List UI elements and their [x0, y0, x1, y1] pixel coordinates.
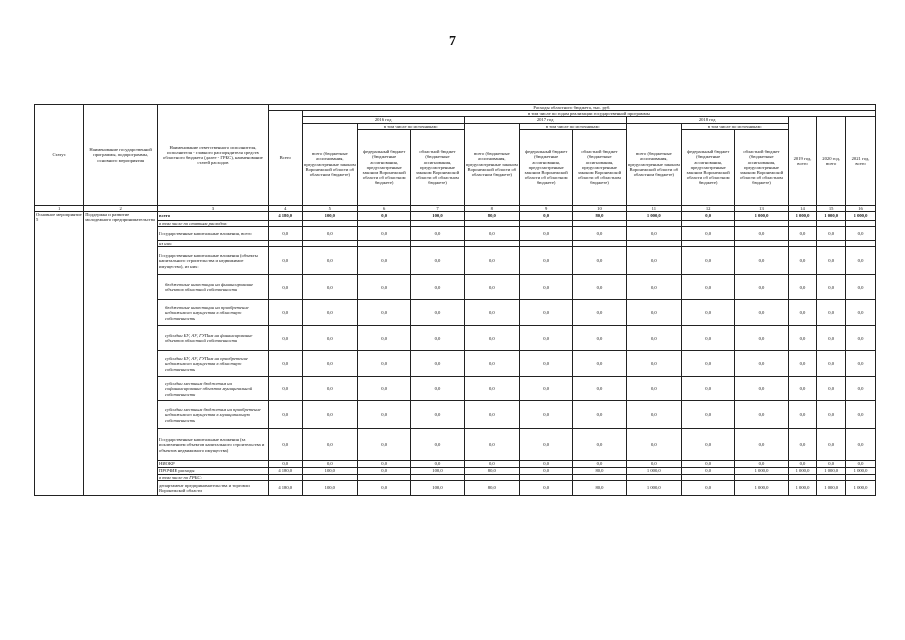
value-cell: 0,0: [682, 351, 735, 377]
header-2019: 2019 год, всего: [788, 117, 817, 205]
value-cell: 0,0: [411, 429, 464, 461]
header-year-2016: 2016 год: [302, 117, 464, 123]
value-cell: 0,0: [411, 377, 464, 401]
header-status: Статус: [35, 105, 84, 206]
value-cell: 1 000,0: [626, 212, 681, 221]
row-label: из них:: [158, 241, 269, 247]
header-2016-total: всего (бюджетные ассигнования, предусмотренные законом Воронежской области об областном бюджете): [302, 123, 357, 205]
value-cell: 0,0: [817, 247, 846, 275]
value-cell: 0,0: [573, 461, 626, 467]
value-cell: 0,0: [464, 227, 519, 241]
value-cell: 0,0: [682, 227, 735, 241]
value-cell: 0,0: [573, 227, 626, 241]
table-row: [35, 401, 876, 429]
header-by-years: в том числе по годам реализации государственной программы: [302, 111, 875, 117]
value-cell: 0,0: [626, 326, 681, 351]
value-cell: 0,0: [735, 351, 788, 377]
column-number-4: 4: [268, 205, 302, 211]
value-cell: 0,0: [573, 401, 626, 429]
value-cell: 100,0: [411, 467, 464, 474]
value-cell: 0,0: [268, 377, 302, 401]
value-cell: 1 000,0: [735, 480, 788, 495]
header-2018-total: всего (бюджетные ассигнования, предусмотренные законом Воронежской области об областном бюджете): [626, 123, 681, 205]
column-number-11: 11: [626, 205, 681, 211]
value-cell: 0,0: [411, 275, 464, 300]
value-cell: 0,0: [302, 326, 357, 351]
value-cell: 1 000,0: [817, 212, 846, 221]
value-cell: 0,0: [520, 480, 573, 495]
value-cell: 0,0: [358, 429, 411, 461]
value-cell: 0,0: [735, 227, 788, 241]
value-cell: 0,0: [411, 300, 464, 326]
value-cell: 0,0: [817, 401, 846, 429]
value-cell: 100,0: [302, 467, 357, 474]
header-year-2017: 2017 год: [464, 117, 626, 123]
row-label: в том числе по ГРБС:: [158, 474, 269, 480]
value-cell: 1 000,0: [846, 467, 876, 474]
value-cell: 4 180,0: [268, 480, 302, 495]
value-cell: 0,0: [682, 326, 735, 351]
value-cell: 0,0: [302, 300, 357, 326]
row-label: ПРОЧИЕ расходы: [158, 467, 269, 474]
value-cell: 4 180,0: [268, 212, 302, 221]
table-row: [35, 300, 876, 326]
value-cell: 1 000,0: [846, 212, 876, 221]
value-cell: 100,0: [411, 212, 464, 221]
value-cell: 0,0: [682, 377, 735, 401]
value-cell: 0,0: [520, 300, 573, 326]
row-label: всего: [158, 212, 269, 221]
value-cell: 0,0: [464, 377, 519, 401]
value-cell: 0,0: [411, 401, 464, 429]
row-label: бюджетные инвестиции на приобретение недвижимого имущества в областную собственность: [158, 300, 269, 326]
value-cell: 0,0: [788, 326, 817, 351]
header-2021: 2021 год, всего: [846, 117, 876, 205]
value-cell: 0,0: [520, 326, 573, 351]
value-cell: 0,0: [817, 275, 846, 300]
value-cell: 0,0: [358, 275, 411, 300]
value-cell: 0,0: [268, 326, 302, 351]
value-cell: 0,0: [358, 467, 411, 474]
value-cell: 80,0: [573, 212, 626, 221]
value-cell: 100,0: [302, 480, 357, 495]
value-cell: 0,0: [464, 275, 519, 300]
value-cell: 80,0: [464, 212, 519, 221]
value-cell: 0,0: [788, 247, 817, 275]
value-cell: 1 000,0: [817, 480, 846, 495]
value-cell: 0,0: [788, 461, 817, 467]
value-cell: 80,0: [464, 467, 519, 474]
value-cell: 0,0: [788, 227, 817, 241]
value-cell: 0,0: [846, 227, 876, 241]
value-cell: 0,0: [817, 377, 846, 401]
value-cell: 0,0: [682, 467, 735, 474]
header-2017-regional: областной бюджет (бюджетные ассигнования, предусмотренные законом Воронежской области об областном бюджете): [573, 129, 626, 205]
value-cell: 0,0: [520, 275, 573, 300]
value-cell: 0,0: [626, 401, 681, 429]
value-cell: 0,0: [573, 377, 626, 401]
value-cell: 0,0: [268, 461, 302, 467]
value-cell: 0,0: [520, 467, 573, 474]
value-cell: 0,0: [358, 351, 411, 377]
value-cell: 0,0: [268, 227, 302, 241]
value-cell: 0,0: [358, 300, 411, 326]
value-cell: 0,0: [735, 377, 788, 401]
value-cell: 0,0: [735, 326, 788, 351]
value-cell: 80,0: [573, 467, 626, 474]
row-label: субсидии БУ, АУ, ГУПам на приобретение недвижимого имущества в областную собственность: [158, 351, 269, 377]
value-cell: 0,0: [846, 300, 876, 326]
table-row: [35, 247, 876, 275]
column-number-12: 12: [682, 205, 735, 211]
value-cell: 0,0: [268, 401, 302, 429]
value-cell: 0,0: [302, 275, 357, 300]
value-cell: 0,0: [626, 461, 681, 467]
value-cell: 1 000,0: [788, 480, 817, 495]
value-cell: 0,0: [268, 275, 302, 300]
value-cell: 0,0: [626, 351, 681, 377]
value-cell: 0,0: [788, 429, 817, 461]
value-cell: 0,0: [358, 401, 411, 429]
value-cell: 0,0: [520, 247, 573, 275]
header-executor: Наименование ответственного исполнителя, исполнителя - главного распорядителя средств областного бюджета (далее - ГРБС), наименование статей расходов: [158, 105, 269, 206]
status-cell: Основное мероприятие 5: [35, 212, 84, 496]
value-cell: 0,0: [520, 227, 573, 241]
value-cell: 0,0: [302, 377, 357, 401]
column-number-9: 9: [520, 205, 573, 211]
column-number-8: 8: [464, 205, 519, 211]
table-row: [35, 377, 876, 401]
value-cell: 0,0: [302, 351, 357, 377]
value-cell: 0,0: [520, 351, 573, 377]
value-cell: 0,0: [573, 300, 626, 326]
value-cell: 0,0: [626, 275, 681, 300]
header-2020: 2020 год, всего: [817, 117, 846, 205]
column-number-16: 16: [846, 205, 876, 211]
value-cell: 0,0: [788, 377, 817, 401]
value-cell: 0,0: [846, 326, 876, 351]
value-cell: 100,0: [411, 480, 464, 495]
value-cell: 0,0: [520, 377, 573, 401]
value-cell: 0,0: [682, 429, 735, 461]
value-cell: 0,0: [735, 429, 788, 461]
value-cell: 0,0: [573, 275, 626, 300]
column-number-14: 14: [788, 205, 817, 211]
value-cell: 1 000,0: [735, 467, 788, 474]
value-cell: 0,0: [682, 247, 735, 275]
column-number-7: 7: [411, 205, 464, 211]
value-cell: 0,0: [626, 247, 681, 275]
value-cell: 1 000,0: [846, 480, 876, 495]
value-cell: 0,0: [846, 351, 876, 377]
table-row: [35, 227, 876, 241]
value-cell: 1 000,0: [626, 467, 681, 474]
value-cell: 0,0: [846, 461, 876, 467]
value-cell: 0,0: [626, 377, 681, 401]
value-cell: 4 180,0: [268, 467, 302, 474]
table-row: [35, 429, 876, 461]
value-cell: 80,0: [573, 480, 626, 495]
value-cell: 0,0: [464, 351, 519, 377]
value-cell: 0,0: [358, 461, 411, 467]
table-row: [35, 326, 876, 351]
value-cell: 0,0: [682, 212, 735, 221]
value-cell: 0,0: [520, 212, 573, 221]
value-cell: 0,0: [817, 300, 846, 326]
value-cell: 0,0: [788, 401, 817, 429]
value-cell: 0,0: [302, 227, 357, 241]
value-cell: 0,0: [573, 326, 626, 351]
value-cell: 0,0: [302, 247, 357, 275]
row-label: НИОКР: [158, 461, 269, 467]
table-row: [35, 275, 876, 300]
value-cell: 0,0: [682, 275, 735, 300]
value-cell: 0,0: [735, 247, 788, 275]
column-number-2: 2: [84, 205, 158, 211]
value-cell: 0,0: [358, 377, 411, 401]
value-cell: 0,0: [846, 247, 876, 275]
column-number-5: 5: [302, 205, 357, 211]
value-cell: 0,0: [682, 300, 735, 326]
row-label: субсидии БУ, АУ, ГУПам на финансирование объектов областной собственности: [158, 326, 269, 351]
value-cell: 1 000,0: [817, 467, 846, 474]
value-cell: 0,0: [358, 480, 411, 495]
value-cell: 0,0: [626, 300, 681, 326]
column-number-13: 13: [735, 205, 788, 211]
header-2018-sources: в том числе по источникам:: [682, 123, 789, 129]
value-cell: 0,0: [302, 461, 357, 467]
row-label: в том числе по статьям расходов:: [158, 221, 269, 227]
column-number-10: 10: [573, 205, 626, 211]
value-cell: 80,0: [464, 480, 519, 495]
value-cell: 0,0: [788, 351, 817, 377]
value-cell: 1 000,0: [626, 480, 681, 495]
value-cell: 0,0: [302, 401, 357, 429]
value-cell: 0,0: [735, 275, 788, 300]
row-label: департамент предпринимательства и торговли Воронежской области: [158, 480, 269, 495]
value-cell: 0,0: [817, 227, 846, 241]
header-total: Всего: [268, 111, 302, 206]
column-number-6: 6: [358, 205, 411, 211]
table-row: [35, 480, 876, 495]
column-number-1: 1: [35, 205, 84, 211]
value-cell: 0,0: [268, 429, 302, 461]
value-cell: 0,0: [846, 429, 876, 461]
value-cell: 0,0: [788, 300, 817, 326]
header-2017-sources: в том числе по источникам:: [520, 123, 627, 129]
value-cell: 0,0: [358, 326, 411, 351]
header-expenses: Расходы областного бюджета, тыс. руб.: [268, 105, 875, 111]
value-cell: 0,0: [626, 227, 681, 241]
value-cell: 0,0: [846, 401, 876, 429]
value-cell: 0,0: [411, 326, 464, 351]
value-cell: 0,0: [573, 429, 626, 461]
row-label: Государственные капитальные вложения, всего: [158, 227, 269, 241]
value-cell: 0,0: [358, 247, 411, 275]
header-2017-total: всего (бюджетные ассигнования, предусмотренные законом Воронежской области об областном бюджете): [464, 123, 519, 205]
table-row: [35, 212, 876, 221]
value-cell: 0,0: [735, 401, 788, 429]
value-cell: 0,0: [268, 351, 302, 377]
header-2018-regional: областной бюджет (бюджетные ассигнования, предусмотренные законом Воронежской области об областном бюджете): [735, 129, 788, 205]
program-cell: Поддержка и развитие молодежного предпринимательства: [84, 212, 158, 496]
value-cell: 0,0: [846, 275, 876, 300]
value-cell: 0,0: [573, 247, 626, 275]
value-cell: 0,0: [411, 247, 464, 275]
value-cell: 0,0: [464, 247, 519, 275]
header-2016-regional: областной бюджет (бюджетные ассигнования, предусмотренные законом Воронежской области об областном бюджете): [411, 129, 464, 205]
value-cell: 0,0: [464, 300, 519, 326]
header-2016-federal: федеральный бюджет (бюджетные ассигнования, предусмотренные законом Воронежской области об областном бюджете): [358, 129, 411, 205]
table-row: [35, 467, 876, 474]
value-cell: 1 000,0: [788, 212, 817, 221]
value-cell: 0,0: [464, 429, 519, 461]
page-number: 7: [449, 34, 456, 49]
value-cell: 0,0: [268, 300, 302, 326]
row-label: Государственные капитальные вложения (за исключением объектов капитального строительства и объектов недвижимого имущества): [158, 429, 269, 461]
value-cell: 0,0: [788, 275, 817, 300]
budget-table: [34, 104, 876, 496]
value-cell: 1 000,0: [788, 467, 817, 474]
value-cell: 0,0: [817, 326, 846, 351]
row-label: субсидии местным бюджетам на приобретение недвижимого имущества в муниципальную собственность: [158, 401, 269, 429]
value-cell: 0,0: [520, 429, 573, 461]
value-cell: 0,0: [682, 480, 735, 495]
header-2016-sources: в том числе по источникам:: [358, 123, 465, 129]
value-cell: 0,0: [817, 351, 846, 377]
row-label: субсидии местным бюджетам на софинансирование объектов муниципальной собственности: [158, 377, 269, 401]
row-label: Государственные капитальные вложения (объекты капитального строительства и недвижимое имущество), из них:: [158, 247, 269, 275]
column-number-3: 3: [158, 205, 269, 211]
value-cell: 0,0: [464, 401, 519, 429]
value-cell: 0,0: [411, 351, 464, 377]
value-cell: 0,0: [573, 351, 626, 377]
column-number-15: 15: [817, 205, 846, 211]
value-cell: 0,0: [846, 377, 876, 401]
value-cell: 0,0: [817, 461, 846, 467]
value-cell: 0,0: [735, 300, 788, 326]
row-label: бюджетные инвестиции на финансирование объектов областной собственности: [158, 275, 269, 300]
value-cell: 0,0: [464, 326, 519, 351]
value-cell: 0,0: [817, 429, 846, 461]
value-cell: 100,0: [302, 212, 357, 221]
value-cell: 0,0: [302, 429, 357, 461]
value-cell: 0,0: [268, 247, 302, 275]
value-cell: 0,0: [411, 227, 464, 241]
value-cell: 0,0: [682, 461, 735, 467]
value-cell: 1 000,0: [735, 212, 788, 221]
value-cell: 0,0: [626, 429, 681, 461]
value-cell: 0,0: [520, 461, 573, 467]
value-cell: 0,0: [358, 227, 411, 241]
value-cell: 0,0: [411, 461, 464, 467]
value-cell: 0,0: [735, 461, 788, 467]
value-cell: 0,0: [520, 401, 573, 429]
header-2017-federal: федеральный бюджет (бюджетные ассигнования, предусмотренные законом Воронежской области об областном бюджете): [520, 129, 573, 205]
header-program-name: Наименование государственной программы, подпрограммы, основного мероприятия: [84, 105, 158, 206]
header-year-2018: 2018 год: [626, 117, 788, 123]
value-cell: 0,0: [358, 212, 411, 221]
header-2018-federal: федеральный бюджет (бюджетные ассигнования, предусмотренные законом Воронежской области об областном бюджете): [682, 129, 735, 205]
value-cell: 0,0: [682, 401, 735, 429]
value-cell: 0,0: [464, 461, 519, 467]
table-row: [35, 351, 876, 377]
